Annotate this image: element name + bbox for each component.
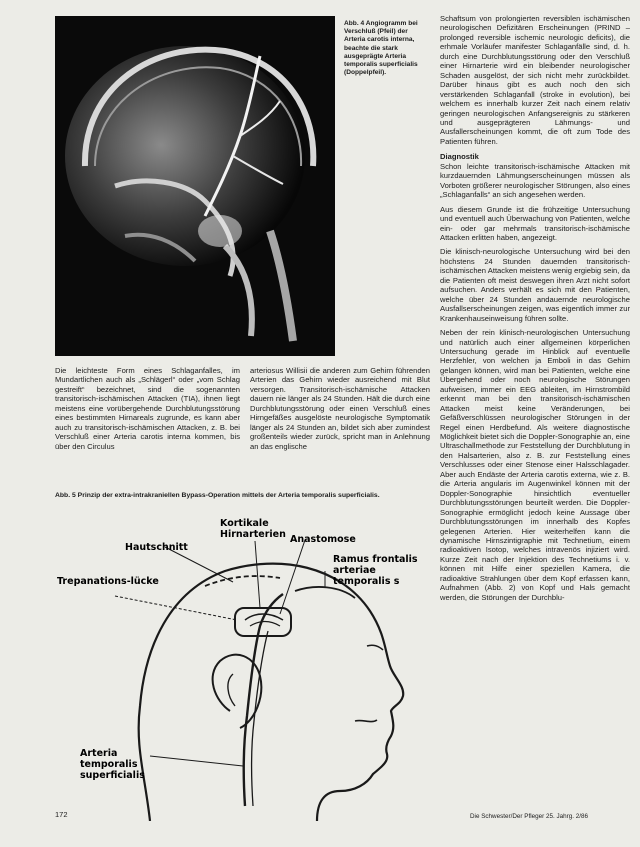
- journal-footer: Die Schwester/Der Pfleger 25. Jahrg. 2/86: [470, 813, 588, 820]
- right-column: [440, 14, 630, 607]
- left-column-1: Die leichteste Form eines Schlaganfalles, im Mundartlichen auch als „Schlägerl“ oder „vom Schlag gestreift“ bezeichnet, sind die sogenannten transitorisch-ischämischen Attacken (TIA), ihnen liegt meistens eine vorübergehende Durchblutungsstörung eines bestimmten Hirnareals zugrunde, es kann aber auch zu transitorisch-ischämischen Attacken, z. B. bei Verschluß einer Arteria carotis interna kommen, bis über den Circulus: [55, 366, 240, 451]
- skin-incision: [205, 576, 280, 586]
- figure-4-caption: Abb. 4 Angiogramm bei Verschluß (Pfeil) der Arteria carotis interna, beachte die stark ausgeprägte Arteria temporalis superficialis (Doppelpfeil).: [344, 20, 418, 77]
- head-outline: [139, 564, 404, 821]
- figure-5-caption: Abb. 5 Prinzip der extra-intrakraniellen Bypass-Operation mittels der Arteria temporalis superficialis.: [55, 492, 380, 499]
- bypass-diagram: [55, 516, 430, 821]
- angiogram-photo: [55, 16, 335, 356]
- page-number: 172: [55, 810, 68, 819]
- right-paragraph-3: Aus diesem Grunde ist die frühzeitige Untersuchung und eventuell auch Überwachung von Patienten, welche ein- oder gar mehrmals transitorisch-ischämische Attacken erlitten haben, angezeigt.: [440, 204, 630, 242]
- artery-temporalis: [244, 594, 283, 806]
- right-paragraph-4: Die klinisch-neurologische Untersuchung wird bei den höchstens 24 Stunden dauernden transitorisch-ischämischen Attacken meistens wenig ergiebig sein, da die Patienten oft meist deswegen ihren Arzt nicht sofort aufsuchen. Anders verhält es sich mit den Patienten, welche über 24 Stunden andauernde neurologische Ausfallserscheinungen zeigen, was eigentlich immer zur Krankenhauseinweisung führen sollte.: [440, 247, 630, 323]
- left-column-2: arteriosus Willisii die anderen zum Gehirn führenden Arterien das Gehirn wieder ausreichend mit Blut versorgen. Transitorisch-ischämische Attacken dauern nie länger als 24 Stunden. Hält die durch eine Durchblutungsstörung oder einen Verschluß eines Hirngefäßes ausgelöste neurologische Symptomatik länger als 24 Stunden an, bildet sich aber zumindest großenteils wieder zurück, spricht man in Anlehnung an das englische: [250, 366, 430, 451]
- diagnostik-heading: Diagnostik: [440, 152, 479, 162]
- right-paragraph-5: Neben der rein klinisch-neurologischen Untersuchung und natürlich auch einer allgemeinen körperlichen Untersuchung gerade im Hinblick auf eventuelle Herzfehler, von welchen ja Emboli in das Gehirn gelangen können, wird man bei Patienten, welche eine Übergehend oder noch neurologische Störungen aufweisen, immer ein EEG ableiten, im Hirnstrombild erkennt man bei den transitorisch-ischämischen Attacken meist keine Veränderungen, bei Gefäßverschlüssen neurologischer Störungen in der Regel einen Herdbefund. Als weitere diagnostische Möglichkeit bietet sich die Doppler-Sonographie an, eine Ultraschallmethode zur Feststellung der Durchblutung in den Halsarterien, also z. B. zur Feststellung eines Verschlusses oder einer Stenose einer Halsschlagader. Aber auch Endäste der Arteria carotis externa, wie z. B. die Arteria angularis im Augenwinkel können mit der Doppler-Sonographie hinsichtlich eventueller Durchblutungsstörungen beurteilt werden. Die Doppler-Sonographie ermöglicht jedoch keine Aussage über Durchblutungsstörungen im innerhalb des Kopfes gelegenen Arterien. Hier weiterhelfen kann die dynamische Hirnszintigraphie mit Technetium, einem radioaktiven Isotop, welches intravenös injiziert wird. Kurze Zeit nach der Injektion des Technetiums i. v. können mit Hilfe einer speziellen Kamera, die radioaktive Strahlungen über dem Kopf erfassen kann, Aufnahmen (Abb. 2) von Kopf und Hals gemacht werden, die Störungen der Durchblu-: [440, 328, 630, 602]
- label-rindenarterien: Kortikale Hirnarterien: [220, 518, 286, 540]
- right-paragraph-1: Schaftsum von prolongierten reversiblen ischämischen neurologischen Defizitären Erscheinungen (PRIND – prolonged reversible ischemic neurologic deficits), die erhmale Vorläufer manifester Schlaganfälle sind, d. h. durch eine Durchblutungsstörung oder den Verschluß einer Hirnarterie wird ein bleibender neurologischer Schaden ausgelöst, der sich nicht mehr zurückbildet. Darüber hinaus gibt es auch noch den sich verstärkenden Schlaganfall (stroke in evolution), bei welchem es innerhalb kurzer Zeit nach einem relativ geringen neurologischen Anfangsereignis zu stärkeren und ausgeprägteren Lähmungs- und Ausfallerscheinungen kommt, die oft zum Tode des Patienten führen.: [440, 14, 630, 146]
- right-paragraph-2: Schon leichte transitorisch-ischämische Attacken mit kurzdauernden Lähmungserscheinungen müssen als Vorboten größerer neurologischer Störungen, also eines „Schlaganfalls“ an sich angesehen werden.: [440, 161, 630, 200]
- label-anastomose: Anastomose: [290, 534, 356, 545]
- label-trepanation: Trepanations-lücke: [57, 576, 159, 587]
- label-arteria: Arteria temporalis superficialis: [80, 748, 145, 781]
- ramus-frontalis: [295, 587, 355, 598]
- label-ramus: Ramus frontalis arteriae temporalis s: [333, 554, 418, 587]
- label-hautschnitt: Hautschnitt: [125, 542, 188, 553]
